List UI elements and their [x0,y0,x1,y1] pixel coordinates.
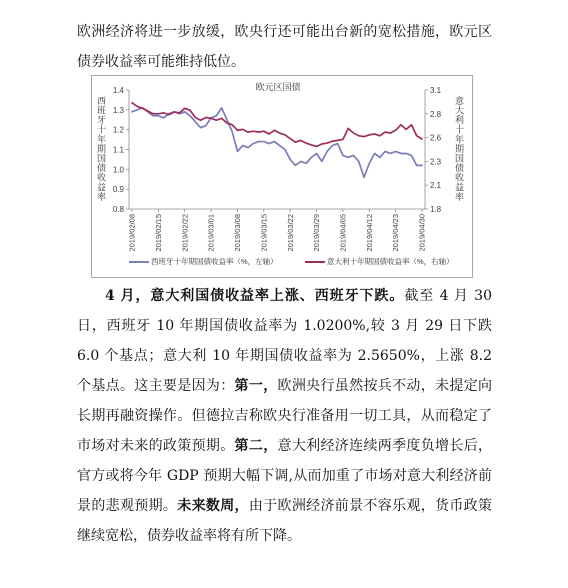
legend-item-italy [305,257,454,267]
outlook-heading: 未来数周， [177,498,249,514]
spain-yield-line [132,108,422,177]
y-right-tick-label: 2.8 [430,109,442,119]
y-left-tick-label: 0.9 [112,185,124,195]
april-summary-heading: 4 月，意大利国债收益率上涨、西班牙下跌。 [105,288,405,304]
x-tick-label: 2019/02/15 [153,214,163,252]
y-left-tick-label: 1.4 [112,86,124,95]
x-tick-label: 2019/03/15 [259,214,269,252]
y-right-tick-label: 2.1 [430,181,442,191]
x-tick-label: 2019/03/29 [312,214,322,252]
y-left-tick-label: 1.0 [112,165,124,175]
legend-label-spain: 西班牙十年期国债收益率（%，左轴） [151,257,278,266]
reason-two-heading: 第二， [234,438,278,454]
x-tick-label: 2019/04/12 [364,214,374,252]
y-left-tick-label: 1.3 [112,105,124,115]
y-left-tick-label: 1.1 [112,145,124,155]
x-tick-label: 2019/02/22 [180,214,190,252]
x-tick-label: 2019/02/08 [127,214,137,252]
x-tick-label: 2019/03/08 [233,214,243,252]
chart-plot [92,76,472,277]
y-axis-left-label: 西班牙十年期国债收益率 [96,96,106,202]
euro-area-bond-chart [91,75,473,278]
reason-one-text: 欧洲央行虽然按兵不动，未提定向长期再融资操作。但德拉吉称欧央行准备用一切工具，从而稳定了市场对未来的政策预期。 [77,378,493,454]
reason-two-text: 意大利经济连续两季度负增长后，官方或将今年 GDP 预期大幅下调,从而加重了市场对意大利经济前景的悲观预期。 [77,438,493,514]
chart-title: 欧元区国债 [255,82,301,92]
paragraph-april-analysis [77,281,492,551]
y-right-tick-label: 2.6 [430,133,442,143]
legend-label-italy: 意大利十年期国债收益率（%，右轴） [327,257,454,266]
x-tick-label: 2019/04/30 [417,214,427,252]
x-tick-label: 2019/04/23 [391,214,401,252]
y-right-tick-label: 2.3 [430,157,442,167]
y-right-tick-label: 3.1 [430,86,442,95]
legend-swatch-italy [305,261,325,263]
outlook-text: 由于欧洲经济前景不容乐观，货币政策继续宽松，债券收益率将有所下降。 [77,498,493,544]
x-tick-label: 2019/03/22 [285,214,295,252]
reason-one-heading: 第一， [234,378,278,394]
x-tick-label: 2019/04/05 [338,214,348,252]
legend-item-spain [129,257,278,267]
april-yield-details: 截至 4 月 30 日，西班牙 10 年期国债收益率为 1.0200%,较 3 月 29 日下跌 6.0 个基点；意大利 10 年期国债收益率为 2.5650%，上涨 8.2 个基点。这主要是因为： [77,288,492,394]
y-right-tick-label: 1.8 [430,205,442,214]
legend-swatch-spain [129,261,149,263]
intro-text: 欧洲经济将进一步放缓，欧央行还可能出台新的宽松措施，欧元区债券收益率可能维持低位。 [77,24,492,70]
y-axis-right-label: 意大利十年期国债收益率 [454,96,464,202]
x-tick-label: 2019/03/01 [206,214,216,252]
y-left-tick-label: 0.8 [112,205,124,214]
italy-yield-line [132,103,422,147]
y-left-tick-label: 1.2 [112,125,124,135]
paragraph-intro [77,17,492,77]
